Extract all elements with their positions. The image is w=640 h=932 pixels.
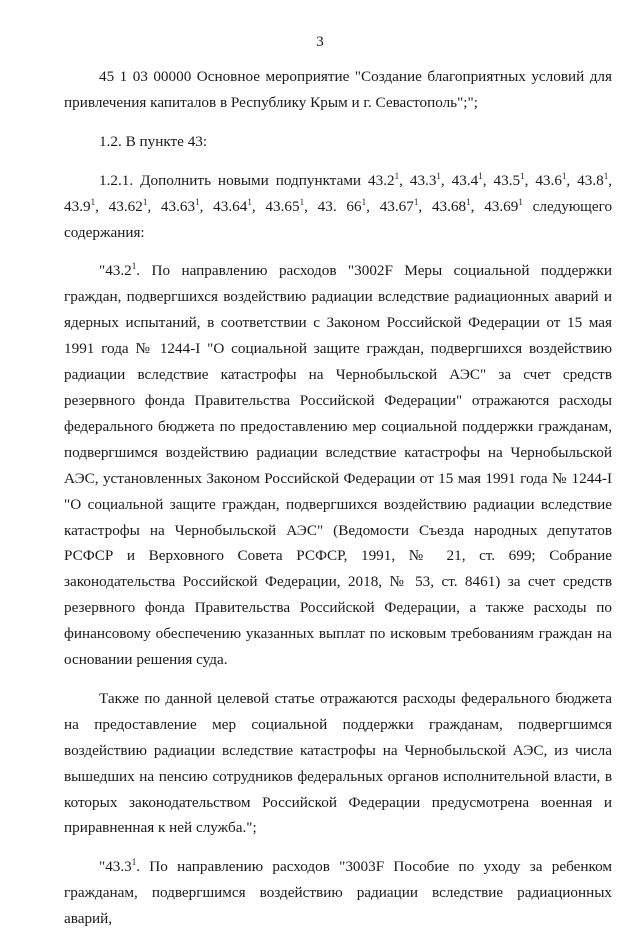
subpoint-number: 43.68: [431, 197, 467, 215]
subpoint-superscript: 1: [478, 170, 483, 181]
subpoint-number: 43.67: [379, 197, 414, 215]
subpoint-item: [494, 172, 529, 189]
subpoint-number: 43.5: [493, 171, 521, 189]
subpoint-superscript: 1: [466, 196, 471, 207]
subpoint-number: 43. 66: [317, 197, 362, 215]
subpoint-superscript: 1: [520, 170, 525, 181]
subpoint-separator: ,: [418, 197, 423, 215]
subpoint-number: 43.65: [265, 197, 300, 215]
subpoint-number: 43.3: [409, 171, 437, 189]
clause-text: . По направлению расходов "3002F Меры социальной поддержки граждан, подвергшихся воздействию радиации вследствие радиационных аварий и ядерных испытаний, в соответствии с Законом Российской Федерации от 15 мая 1991 года № 1244-I "О социальной защите граждан, подвергшихся воздействию радиации вследствие катастрофы на Чернобыльской АЭС" за счет средств резервного фонда Правительства Российской Федерации" отражаются расходы федерального бюджета по предоставлению мер социальной поддержки гражданам, подвергшимся воздействию радиации вследствие катастрофы на Чернобыльской АЭС, установленных Законом Российской Федерации от 15 мая 1991 года № 1244-I "О социальной защите граждан, подвергшихся воздействию радиации вследствие катастрофы на Чернобыльской АЭС" (Ведомости Съезда народных депутатов РСФСР и Верховного Совета РСФСР, 1991, № 21, ст. 699; Собрание законодательства Российской Федерации, 2018, № 53, ст. 8461) за счет средств резервного фонда Правительства Российской Федерации, а также расходы по финансовому обеспечению указанных выплат по исковым требованиям граждан на основании решения суда.: [64, 262, 612, 669]
subpoints-lead: 1.2.1. Дополнить новыми подпунктами: [99, 171, 362, 189]
subpoint-item: [484, 198, 523, 215]
paragraph-point-43: 1.2. В пункте 43:: [99, 132, 208, 150]
subpoints-tail: следующего содержания:: [64, 197, 613, 241]
subpoint-superscript: 1: [436, 170, 441, 181]
subpoint-number: 43.63: [160, 197, 196, 215]
subpoint-superscript: 1: [361, 196, 367, 207]
subpoint-separator: ,: [440, 171, 445, 189]
paragraph-43-2-1: [64, 258, 612, 673]
subpoint-number: 43.69: [484, 197, 519, 215]
subpoint-number: 43.8: [577, 171, 604, 189]
subpoint-number: 43.4: [451, 171, 479, 189]
clause-text: . По направлению расходов "3003F Пособие по уходу за ребенком гражданам, подвергшимся воздействию радиации вследствие радиационных аварий,: [64, 858, 612, 928]
subpoint-number: 43.62: [108, 197, 143, 215]
subpoint-separator: ,: [95, 197, 99, 215]
subpoint-separator: ,: [470, 197, 475, 215]
subpoint-superscript: 1: [518, 196, 523, 207]
page-number: 3: [316, 34, 324, 50]
subpoint-separator: ,: [366, 197, 370, 215]
paragraph-43-3-1: [64, 854, 612, 932]
subpoint-separator: ,: [199, 197, 204, 215]
subpoint-separator: ,: [251, 197, 256, 215]
clause-number: "43.3: [99, 858, 132, 876]
subpoint-separator: ,: [147, 197, 152, 215]
subpoint-superscript: 1: [142, 196, 148, 207]
subpoint-number: 43.64: [213, 197, 248, 215]
subpoint-item: [577, 172, 612, 189]
subpoint-item: [213, 198, 255, 215]
subpoint-separator: ,: [399, 171, 403, 189]
subpoint-item: [368, 172, 403, 189]
subpoint-item: [380, 198, 422, 215]
paragraph-subpoints-list: [64, 168, 612, 246]
subpoint-number: 43.6: [535, 171, 562, 189]
clause-superscript: 1: [131, 857, 137, 868]
subpoint-item: [535, 172, 570, 189]
subpoint-superscript: 1: [195, 196, 200, 207]
subpoint-item: [452, 172, 487, 189]
subpoint-item: [265, 198, 307, 215]
subpoint-item: [318, 198, 370, 215]
subpoint-separator: ,: [524, 171, 529, 189]
subpoint-superscript: 1: [90, 196, 96, 207]
subpoint-item: [109, 198, 151, 215]
subpoint-item: [64, 198, 99, 215]
subpoint-superscript: 1: [603, 170, 609, 181]
paragraph-also-expenses: Также по данной целевой статье отражаются расходы федерального бюджета на предоставление мер социальной поддержки гражданам, подвергшимся воздействию радиации вследствие катастрофы на Чернобыльской АЭС, из числа вышедших на пенсию сотрудников федеральных органов исполнительной власти, в которых законодательством Российской Федерации предусмотрена военная и приравненная к ней служба.";: [64, 689, 612, 837]
subpoint-item: [432, 198, 474, 215]
subpoint-separator: ,: [304, 197, 308, 215]
subpoint-superscript: 1: [299, 196, 305, 207]
subpoint-separator: ,: [566, 171, 571, 189]
clause-superscript: 1: [131, 261, 137, 272]
subpoint-superscript: 1: [413, 196, 419, 207]
subpoint-number: 43.2: [368, 171, 395, 189]
subpoint-superscript: 1: [247, 196, 252, 207]
subpoint-item: [161, 198, 203, 215]
subpoint-separator: ,: [608, 171, 613, 189]
clause-number: "43.2: [99, 262, 132, 280]
document-body: [64, 64, 612, 932]
subpoint-superscript: 1: [561, 170, 567, 181]
paragraph-budget-code: 45 1 03 00000 Основное мероприятие "Создание благоприятных условий для привлечения капиталов в Республику Крым и г. Севастополь";";: [64, 68, 612, 111]
subpoint-number: 43.9: [64, 197, 91, 215]
subpoint-item: [410, 172, 445, 189]
subpoint-separator: ,: [482, 171, 487, 189]
subpoint-superscript: 1: [394, 170, 400, 181]
